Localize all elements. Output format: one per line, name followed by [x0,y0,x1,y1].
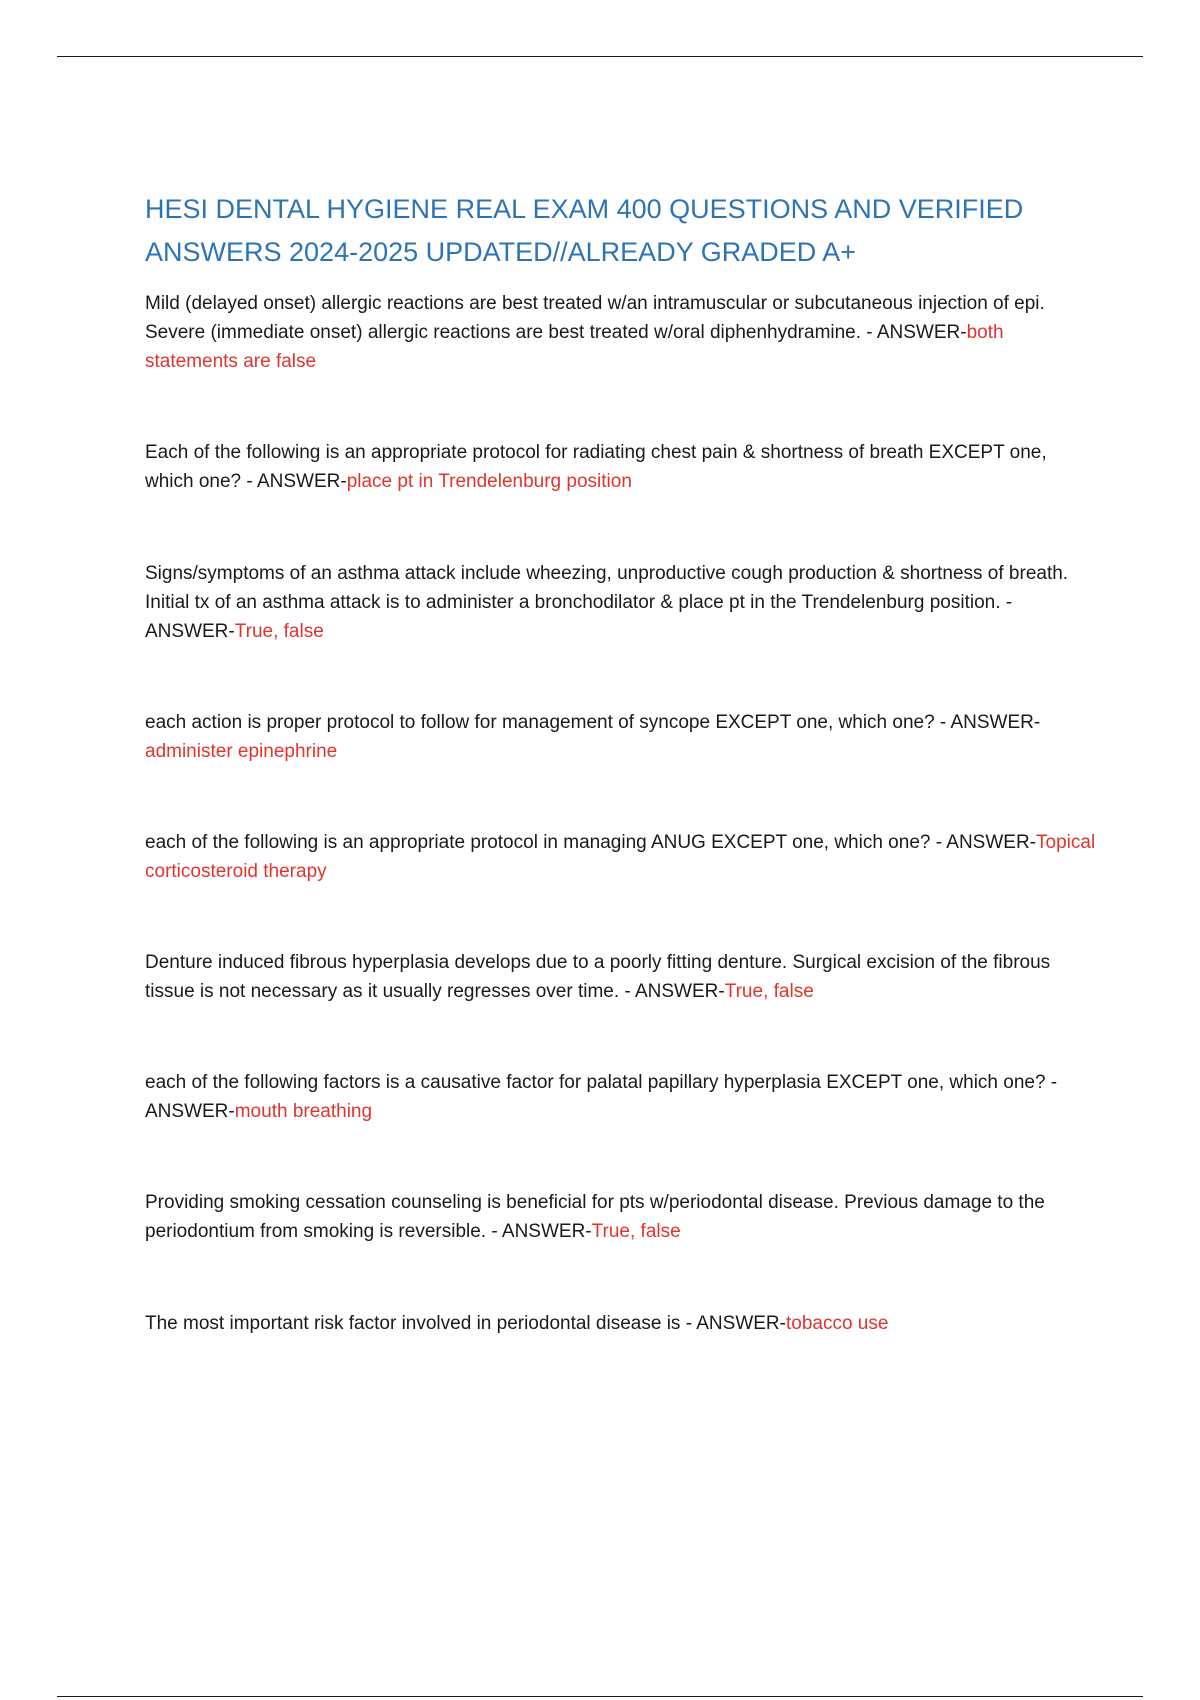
footer-rule [57,1696,1143,1697]
qa-item [145,948,1100,1006]
qa-item [145,1068,1100,1126]
answer-text: True, false [234,621,324,642]
qa-item [145,559,1100,646]
answer-text: tobacco use [785,1313,889,1334]
document-body [145,188,1095,274]
answer-text: Topical corticosteroid therapy [145,832,1096,882]
qa-item [145,289,1100,376]
qa-item [145,438,1100,496]
answer-text: True, false [591,1221,681,1242]
answer-text: True, false [724,981,814,1002]
document-title: HESI DENTAL HYGIENE REAL EXAM 400 QUESTIONS AND VERIFIED ANSWERS 2024-2025 UPDATED//ALREADY GRADED A+ [145,194,1024,267]
answer-text: place pt in Trendelenburg position [346,471,632,492]
answer-text: administer epinephrine [145,741,338,762]
question-text: The most important risk factor involved in periodontal disease is - ANSWER- [145,1313,786,1334]
qa-item [145,828,1100,886]
qa-item [145,708,1100,766]
question-text: Providing smoking cessation counseling is beneficial for pts w/periodontal disease. Previous damage to the periodontium from smoking is reversible. - ANSWER- [145,1192,1045,1242]
header-rule [57,56,1143,57]
question-text: each of the following factors is a causative factor for palatal papillary hyperplasia EXCEPT one, which one? - ANSWER- [145,1072,1058,1122]
question-text: Denture induced fibrous hyperplasia develops due to a poorly fitting denture. Surgical excision of the fibrous tissue is not necessary as it usually regresses over time. - ANSWER- [145,952,1051,1002]
qa-item [145,1188,1100,1246]
qa-item [145,1309,1100,1338]
question-text: Each of the following is an appropriate protocol for radiating chest pain & shortness of breath EXCEPT one, which one? - ANSWER- [145,442,1047,492]
question-text: each of the following is an appropriate protocol in managing ANUG EXCEPT one, which one? - ANSWER- [145,832,1037,853]
answer-text: both statements are false [145,322,1004,372]
question-text: Mild (delayed onset) allergic reactions are best treated w/an intramuscular or subcutaneous injection of epi. Severe (immediate onset) allergic reactions are best treated w/oral diphenhydramine. - ANSWER- [145,293,1045,343]
answer-text: mouth breathing [234,1101,373,1122]
question-text: Signs/symptoms of an asthma attack include wheezing, unproductive cough production & shortness of breath. Initial tx of an asthma attack is to administer a bronchodilator & place pt in the Trendelenburg position. - ANSWER- [145,563,1069,642]
question-text: each action is proper protocol to follow for management of syncope EXCEPT one, which one? - ANSWER- [145,712,1041,733]
